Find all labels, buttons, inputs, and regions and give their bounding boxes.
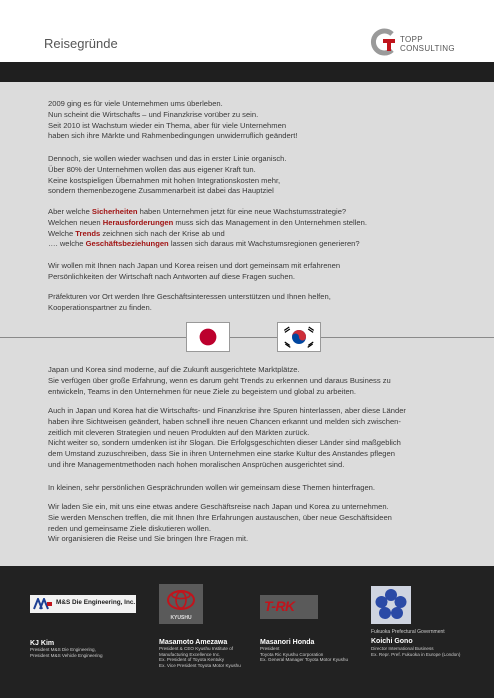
- text-line: sondern themenbezogene Zusammenarbeit ist dabei das Hauptziel: [48, 186, 274, 196]
- highlight-herausforderungen: Herausforderungen: [102, 217, 174, 227]
- korea-flag-icon: [278, 323, 320, 351]
- role-line: Toyota Ric Kyushu Corporation: [260, 651, 324, 657]
- highlight-trends: Trends: [75, 228, 101, 238]
- person-roles: [371, 646, 460, 657]
- person-name-kj-kim: KJ Kim: [30, 640, 55, 647]
- text-line: dem Umstand zuzuschreiben, dass Sie in ihren Unternehmen eine starke Kultur des Anstandes pflegen: [48, 449, 395, 459]
- questions-paragraph: [48, 207, 458, 250]
- role-line: President M&S Die Engineering,: [30, 647, 96, 652]
- travel-paragraph: [48, 261, 458, 283]
- text-line: Dennoch, sie wollen wieder wachsen und das in erster Linie organisch.: [48, 154, 287, 163]
- kyushu-toyota-logo: [159, 584, 203, 624]
- text-line: Nicht weiter so, sondern umdenken ist ihr Slogan. Die Erfolgsgeschichten dieser Länder sind maßgeblich: [48, 438, 401, 448]
- text-line: Nun scheint die Wirtschafts – und Finanzkrise vorüber zu sein.: [48, 109, 259, 119]
- text-line: Über 80% der Unternehmen wollen das aus eigener Kraft tun.: [48, 164, 256, 174]
- person-name-masamoto-amezawa: Masamoto Amezawa: [159, 639, 228, 646]
- text-line: Persönlichkeiten der Wirtschaft nach Antworten auf diese Fragen suchen.: [48, 271, 295, 281]
- role-line: Manufacturing Excellence Inc.: [159, 651, 221, 657]
- logo-wordmark: [400, 35, 455, 53]
- text-line: Präfekturen vor Ort werden Ihre Geschäftsinteressen unterstützen und Ihnen helfen,: [48, 292, 331, 301]
- text-line: entwickeln, Teams in den Unternehmen für neue Ziele zu begeistern und global zu arbeiten.: [48, 386, 357, 396]
- role-line: President: [260, 646, 280, 651]
- highlight-sicherheiten: Sicherheiten: [91, 207, 138, 216]
- invitation-paragraph: [48, 502, 458, 545]
- text-line: und ihre Managementmethoden nach hohen moralischen Ansprüchen ausgerichtet sind.: [48, 459, 345, 469]
- role-line: President M&S Vehicle Engineering: [30, 652, 103, 658]
- header-dark-band: [0, 62, 494, 82]
- page-header: [0, 0, 494, 62]
- text-line: Wir wollen mit Ihnen nach Japan und Korea reisen und dort gemeinsam mit erfahrenen: [48, 261, 341, 270]
- crisis-paragraph: [48, 406, 458, 471]
- text-line: 2009 ging es für viele Unternehmen ums überleben.: [48, 99, 223, 108]
- text-line: Sie werden Menschen treffen, die mit Ihnen Ihre Erfahrungen austauschen, über neue Geschäftsideen: [48, 512, 392, 522]
- person-roles: [260, 646, 348, 663]
- discussion-paragraph: [48, 483, 458, 494]
- role-line: Ex. General Manager Toyota Motor Kyushu: [260, 657, 349, 663]
- text-line: Welchen neuen Herausforderungen muss sich das Management in den Unternehmen stellen.: [48, 217, 367, 227]
- person-roles: [159, 646, 241, 668]
- text-line: zeitlich mit cleveren Strategien und neuen Produkten auf den Märkten zurück.: [48, 427, 310, 437]
- footer-partners: [0, 566, 494, 698]
- text-line: reden und gemeinsame Ziele diskutieren wollen.: [48, 523, 211, 533]
- fukuoka-org-note: Fukuoka Prefectural Government: [371, 629, 445, 635]
- highlight-geschaeftsbeziehungen: Geschäftsbeziehungen: [85, 239, 169, 249]
- person-roles: [30, 647, 103, 658]
- text-line: Aber welche Sicherheiten haben Unternehmen jetzt für eine neue Wachstumsstrategie?: [48, 207, 347, 216]
- text-line: In kleinen, sehr persönlichen Gesprächrunden wollen wir gemeinsam diese Themen hinterfragen.: [48, 483, 375, 492]
- trk-logo: [260, 595, 318, 619]
- text-line: Japan und Korea sind moderne, auf die Zukunft ausgerichtete Marktplätze.: [48, 365, 300, 374]
- text-line: Wir organisieren die Reise und Sie bringen Ihre Fragen mit.: [48, 534, 249, 544]
- page-title: Reisegründe: [44, 36, 118, 51]
- flag-divider: [0, 337, 494, 338]
- japan-flag-icon: [187, 323, 229, 351]
- text-line: …. welche Geschäftsbeziehungen lassen sich daraus mit Wachstumsregionen generieren?: [48, 239, 360, 249]
- text-line: Auch in Japan und Korea hat die Wirtschafts- und Finanzkrise ihre Spuren hinterlassen, aber diese Länder: [48, 406, 406, 415]
- role-line: Ex. Repr. Pref. Fukuoka in Europe (London): [371, 651, 461, 657]
- text-line: haben ihre Sichtweisen geändert, haben schnell ihre neuen Chancen erkannt und melden sich zwischen-: [48, 416, 401, 426]
- topp-logo-icon: [370, 28, 398, 56]
- logo-line-2: CONSULTING: [400, 44, 455, 53]
- ms-logo-text: M&S Die Engineering, Inc.: [56, 599, 136, 606]
- person-name-koichi-gono: Koichi Gono: [371, 638, 413, 645]
- role-line: Ex. Vice President Toyota Motor Kyushu: [159, 662, 241, 668]
- role-line: Ex. President of Toyota Kentuky: [159, 657, 225, 663]
- text-line: haben sich ihre Märkte und Rahmenbedingungen unwiderruflich geändert!: [48, 131, 298, 141]
- trk-logo-text: T-RK: [264, 598, 295, 614]
- person-name-masanori-honda: Masanori Honda: [260, 639, 315, 646]
- text-line: Sie verfügen über große Erfahrung, wenn es darum geht Trends zu erkennen und daraus Business zu: [48, 375, 391, 385]
- text-line: Seit 2010 ist Wachstum wieder ein Thema, aber für viele Unternehmen: [48, 120, 287, 130]
- prefectures-paragraph: [48, 292, 458, 314]
- intro-paragraph: [48, 99, 458, 142]
- text-line: Keine kostspieligen Übernahmen mit hohen Integrationskosten mehr,: [48, 175, 281, 185]
- topp-consulting-logo: [370, 28, 470, 58]
- growth-paragraph: [48, 154, 458, 197]
- kyushu-logo-text: KYUSHU: [170, 615, 192, 621]
- ms-logo-icon: [33, 598, 53, 610]
- korea-flag: [277, 322, 321, 352]
- japan-flag: [186, 322, 230, 352]
- text-line: Wir laden Sie ein, mit uns eine etwas andere Geschäftsreise nach Japan und Korea zu unternehmen.: [48, 502, 389, 511]
- fukuoka-emblem: [371, 586, 411, 624]
- role-line: President & CEO Kyushu Institute of: [159, 646, 234, 651]
- text-line: Welche Trends zeichnen sich nach der Krise ab und: [48, 228, 225, 238]
- logo-line-1: TOPP: [400, 35, 423, 44]
- markets-paragraph: [48, 365, 458, 397]
- ms-die-engineering-logo: [30, 595, 136, 613]
- main-content: [0, 82, 494, 566]
- text-line: Kooperationspartner zu finden.: [48, 302, 152, 312]
- fukuoka-ume-icon: [371, 586, 411, 624]
- role-line: Director International Business: [371, 646, 434, 651]
